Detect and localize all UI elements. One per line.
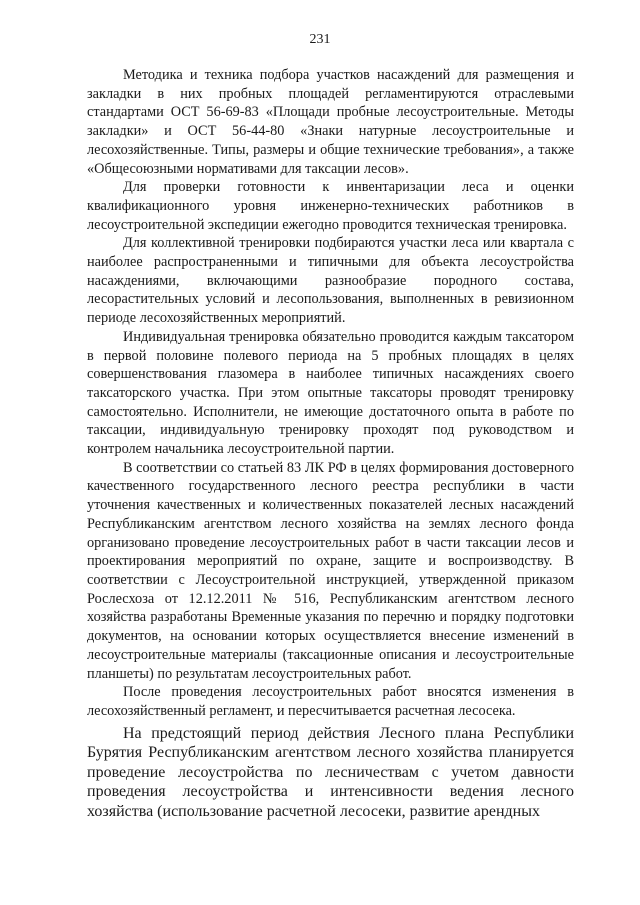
paragraph-upcoming-period: На предстоящий период действия Лесного плана Республики Бурятия Республиканским агентством лесного хозяйства планируется проведение лесоустройства по лесничествам с учетом давности проведения лесоустройства и интенсивности ведения лесного хозяйства (использование расчетной лесосеки, развитие арендных [87, 724, 574, 820]
paragraph-methodology: Методика и техника подбора участков насаждений для размещения и закладки в них пробных площадей регламентируются отраслевыми стандартами ОСТ 56-69-83 «Площади пробные лесоустроительные. Методы закладки» и ОСТ 56-44-80 «Знаки натурные лесоустроительные и лесохозяйственные. Типы, размеры и общие технические требования», а также «Общесоюзными нормативами для таксации лесов». [87, 67, 574, 177]
paragraph-collective-training: Для коллективной тренировки подбираются участки леса или квартала с наиболее распространенными и типичными для объекта лесоустройства насаждениями, включающими разнообразие породного состава, лесорастительных условий и лесопользования, выполненных в ревизионном периоде лесохозяйственных мероприятий. [87, 235, 574, 327]
paragraph-individual-training: Индивидуальная тренировка обязательно проводится каждым таксатором в первой половине полевого периода на 5 пробных площадях в целях совершенствования глазомера в наиболее типичных насаждениях своего таксаторского участка. При этом опытные таксаторы проводят тренировку самостоятельно. Исполнители, не имеющие достаточного опыта в работе по таксации, индивидуальную тренировку проходят под руководством и контролем начальника лесоустроительной партии. [87, 328, 574, 458]
document-body [87, 66, 574, 821]
page-number: 231 [309, 32, 331, 47]
paragraph-forest-code-article-83: В соответствии со статьей 83 ЛК РФ в целях формирования достоверного качественного государственного лесного реестра республики в части уточнения качественных и количественных показателей лесных насаждений Республиканским агентством лесного хозяйства на землях лесного фонда организовано проведение лесоустроительных работ в части таксации лесов и проектирования мероприятий по охране, защите и воспроизводству. В соответствии с Лесоустроительной инструкцией, утвержденной приказом Рослесхоза от 12.12.2011 № 516, Республиканским агентством лесного хозяйства разработаны Временные указания по перечню и порядку подготовки документов, на основании которых осуществляется внесение изменений в лесоустроительные материалы (таксационные описания и лесоустроительные планшеты) по результатам лесоустроительных работ. [87, 459, 574, 682]
paragraph-after-survey: После проведения лесоустроительных работ вносятся изменения в лесохозяйственный регламент, и пересчитывается расчетная лесосека. [87, 684, 574, 719]
paragraph-readiness-check: Для проверки готовности к инвентаризации леса и оценки квалификационного уровня инженерно-технических работников в лесоустроительной экспедиции ежегодно проводится техническая тренировка. [87, 179, 574, 233]
